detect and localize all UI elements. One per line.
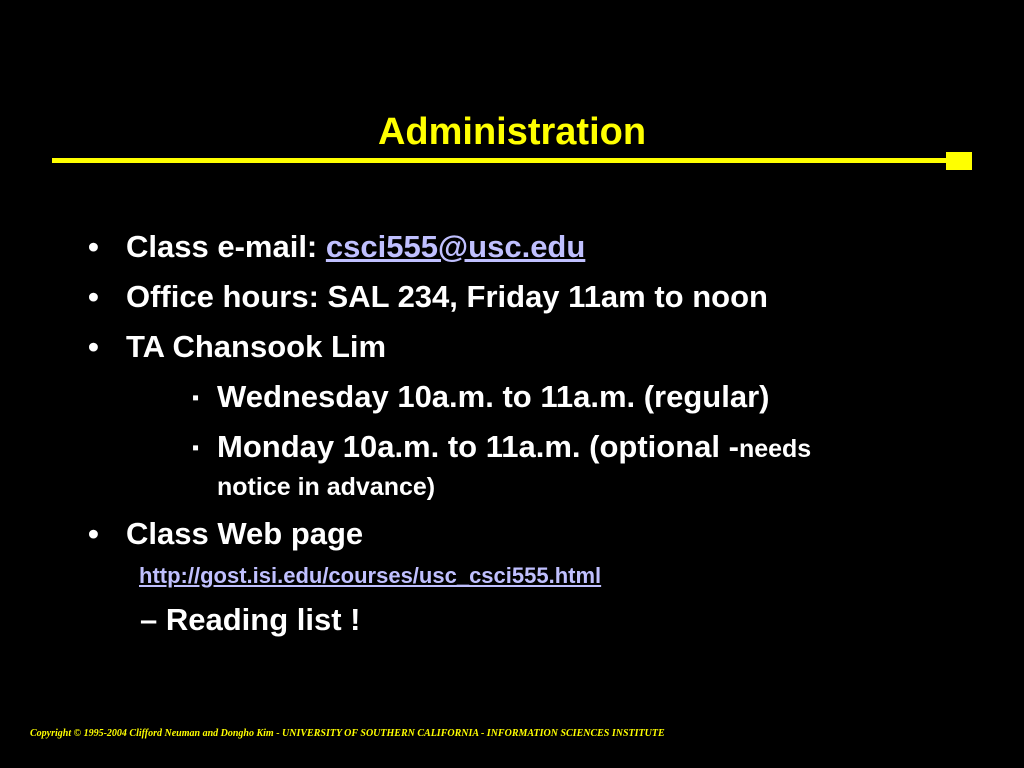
bullet-glyph: •	[88, 279, 99, 314]
bullet-glyph: •	[88, 516, 99, 551]
email-link[interactable]: csci555@usc.edu	[325, 229, 586, 264]
ta-sub-monday-continuation: notice in advance)	[217, 473, 436, 501]
dash-glyph: –	[140, 602, 158, 637]
ta-sub-monday	[217, 428, 811, 468]
title-underline-rule	[52, 158, 952, 163]
email-label: Class e-mail:	[126, 229, 326, 264]
title-underline-endcap	[946, 152, 972, 170]
ta-sub-monday-main: Monday 10a.m. to 11a.m. (optional -	[217, 429, 739, 464]
sub-bullet-glyph: ▪	[192, 387, 200, 409]
sub-bullet-glyph: ▪	[192, 437, 200, 459]
bullet-glyph: •	[88, 229, 99, 264]
bullet-ta: TA Chansook Lim	[126, 329, 387, 364]
ta-sub-monday-needs: needs	[738, 435, 812, 463]
reading-list-text: Reading list !	[165, 602, 361, 637]
bullet-glyph: •	[88, 329, 99, 364]
web-page-link[interactable]: http://gost.isi.edu/courses/usc_csci555.html	[139, 563, 602, 588]
ta-sub-wednesday: Wednesday 10a.m. to 11a.m. (regular)	[217, 379, 770, 414]
bullet-email	[126, 228, 585, 266]
copyright-footer: Copyright © 1995-2004 Clifford Neuman and Dongho Kim - UNIVERSITY OF SOUTHERN CALIFORNIA - INFORMATION SCIENCES INSTITUTE	[30, 728, 665, 739]
bullet-web-page: Class Web page	[126, 516, 364, 551]
slide-title: Administration	[377, 111, 647, 153]
bullet-office-hours: Office hours: SAL 234, Friday 11am to noon	[126, 279, 768, 314]
reading-list-item	[140, 601, 361, 639]
